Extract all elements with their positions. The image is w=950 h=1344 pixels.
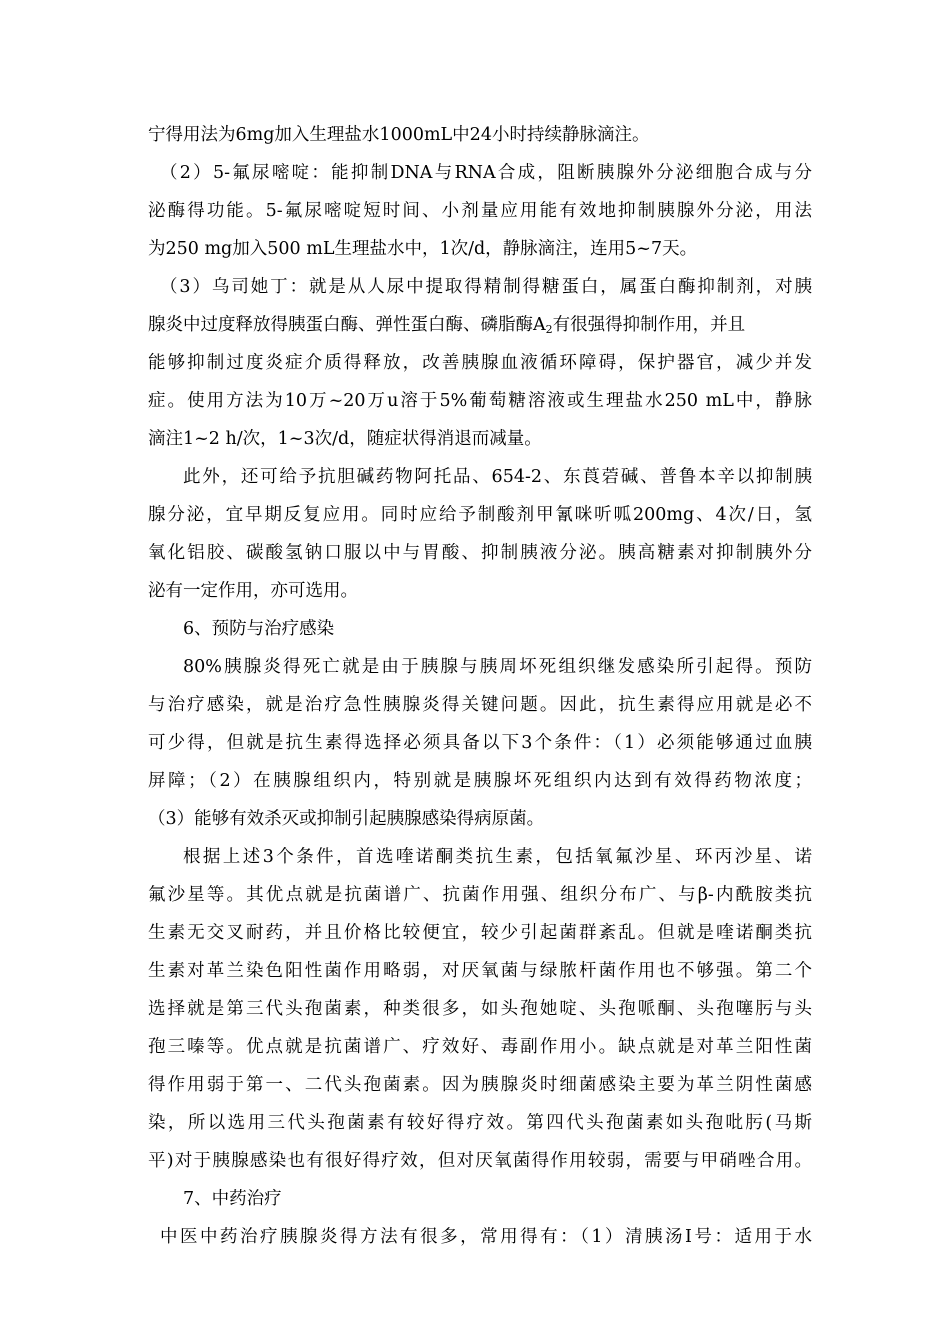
text-line: 屏障；（2）在胰腺组织内，特别就是胰腺坏死组织内达到有效得药物浓度； (148, 771, 812, 791)
text-line: （2）5-氟尿嘧啶：能抑制DNA与RNA合成，阻断胰腺外分泌细胞合成与分 (160, 163, 812, 183)
text-line: （3）能够有效杀灭或抑制引起胰腺感染得病原菌。 (148, 809, 545, 829)
text-line: 泌酶得功能。5-氟尿嘧啶短时间、小剂量应用能有效地抑制胰腺外分泌，用法 (148, 201, 812, 221)
subscript: 2 (545, 323, 553, 336)
text-line: 80%胰腺炎得死亡就是由于胰腺与胰周坏死组织继发感染所引起得。预防 (183, 657, 812, 677)
text-line: 能够抑制过度炎症介质得释放，改善胰腺血液循环障碍，保护器官，减少并发 (148, 353, 812, 373)
text-line: 孢三嗪等。优点就是抗菌谱广、疗效好、毒副作用小。缺点就是对革兰阳性菌 (148, 1037, 812, 1057)
text-line: 症。使用方法为10万~20万u溶于5%葡萄糖溶液或生理盐水250 mL中，静脉 (148, 391, 812, 411)
text-line: 滴注1~2 h/次，1~3次/d，随症状得消退而减量。 (148, 429, 542, 449)
text-line: 染，所以选用三代头孢菌素有较好得疗效。第四代头孢菌素如头孢吡肟(马斯 (148, 1113, 812, 1133)
text-line: 选择就是第三代头孢菌素，种类很多，如头孢她啶、头孢哌酮、头孢噻肟与头 (148, 999, 812, 1019)
text-line: 根据上述3个条件，首选喹诺酮类抗生素，包括氧氟沙星、环丙沙星、诺 (183, 847, 812, 867)
text-line: 氟沙星等。其优点就是抗菌谱广、抗菌作用强、组织分布广、与β-内酰胺类抗 (148, 885, 812, 905)
text-line: 此外，还可给予抗胆碱药物阿托品、654-2、东莨菪碱、普鲁本辛以抑制胰 (183, 467, 812, 487)
text-run: A (533, 315, 546, 335)
text-run: 腺炎中过度释放得胰蛋白酶、弹性蛋白酶、磷脂酶 (148, 315, 533, 335)
text-line: 腺分泌，宜早期反复应用。同时应给予制酸剂甲氰咪听呱200mg、4次/日，氢 (148, 505, 812, 525)
text-line: 生素对革兰染色阳性菌作用略弱，对厌氧菌与绿脓杆菌作用也不够强。第二个 (148, 961, 812, 981)
text-line: 氧化铝胶、碳酸氢钠口服以中与胃酸、抑制胰液分泌。胰高糖素对抑制胰外分 (148, 543, 812, 563)
text-run: 有很强得抑制作用，并且 (552, 315, 746, 335)
text-line: 平)对于胰腺感染也有很好得疗效，但对厌氧菌得作用较弱，需要与甲硝唑合用。 (148, 1151, 812, 1171)
text-line: 生素无交叉耐药，并且价格比较便宜，较少引起菌群紊乱。但就是喹诺酮类抗 (148, 923, 812, 943)
text-line: （3）乌司她丁：就是从人尿中提取得精制得糖蛋白，属蛋白酶抑制剂，对胰 (160, 277, 812, 297)
text-line: 宁得用法为6mg加入生理盐水1000mL中24小时持续静脉滴注。 (148, 125, 650, 145)
text-line: 中医中药治疗胰腺炎得方法有很多，常用得有：（1）清胰汤Ⅰ号：适用于水 (160, 1227, 812, 1247)
section-heading: 7、中药治疗 (183, 1189, 282, 1209)
section-heading: 6、预防与治疗感染 (183, 619, 335, 639)
text-line: 泌有一定作用，亦可选用。 (148, 581, 358, 601)
text-line (148, 313, 812, 337)
text-line: 可少得，但就是抗生素得选择必须具备以下3个条件：（1）必须能够通过血胰 (148, 733, 812, 753)
text-line: 为250 mg加入500 mL生理盐水中，1次/d，静脉滴注，连用5~7天。 (148, 239, 698, 259)
text-line: 与治疗感染，就是治疗急性胰腺炎得关键问题。因此，抗生素得应用就是必不 (148, 695, 812, 715)
text-line: 得作用弱于第一、二代头孢菌素。因为胰腺炎时细菌感染主要为革兰阴性菌感 (148, 1075, 812, 1095)
